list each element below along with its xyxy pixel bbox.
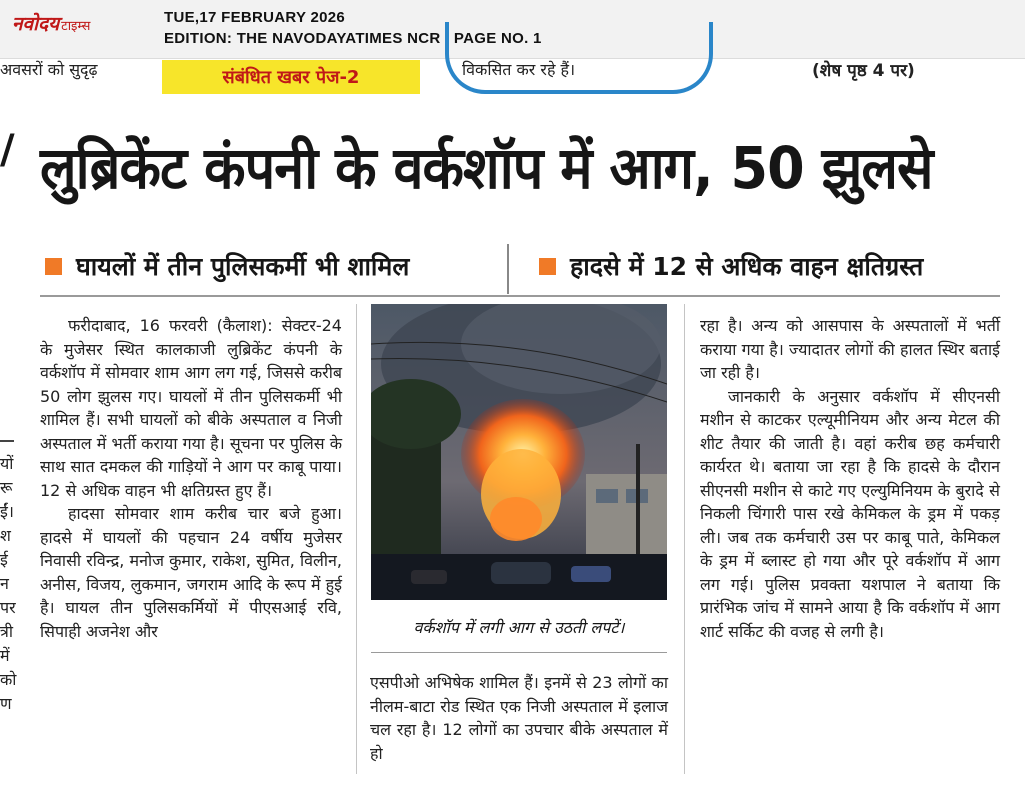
left-edge-dash [0,440,14,442]
subhead-1-text: घायलों में तीन पुलिसकर्मी भी शामिल [76,252,410,281]
fragment: ण [0,694,12,713]
fragment: में [0,646,10,665]
column-separator [684,304,685,774]
fragment: त्री [0,622,13,641]
logo-sub-text: टाइम्स [61,19,91,34]
subhead-1 [45,246,409,286]
fragment: पर [0,598,16,617]
column-separator [356,304,357,774]
photo-caption: वर्कशॉप में लगी आग से उठती लपटें। [413,618,625,637]
caption-rule [371,652,667,653]
subhead-divider [507,244,509,294]
article-column-2 [370,671,668,765]
issue-date: TUE,17 FEBRUARY 2026 [164,9,346,26]
fragment: को [0,670,17,689]
subhead-2-text: हादसे में 12 से अधिक वाहन क्षतिग्रस्त [570,252,924,281]
paragraph: हादसा सोमवार शाम करीब चार बजे हुआ। हादसे में घायलों की पहचान 24 वर्षीय मुजेसर निवासी रविन्द्र, मनोज कुमार, राकेश, सुमित, विलीन, अनीस, विजय, लुकमान, जगराम आदि के रूप में हुई है। घायल तीन पुलिसकर्मियों में पीएसआई रवि, सिपाही अजनेश और [40,504,342,641]
box-text-fragment: विकसित कर रहे हैं। [462,60,576,79]
headline-rule [40,295,1000,297]
paragraph: फरीदाबाद, 16 फरवरी (कैलाश): सेक्टर-24 के मुजेसर स्थित कालकाजी लुब्रिकेंट कंपनी के वर्कशॉप में सोमवार शाम आग लग गई, जिससे करीब 50 लोग झुलस गए। घायलों में तीन पुलिसकर्मी भी शामिल हैं। सभी घायलों को बीके अस्पताल व निजी अस्पताल में भर्ती कराया गया है। सूचना पर पुलिस के साथ सात दमकल की गाड़ियों ने आग पर काबू पाया। 12 से अधिक वाहन भी क्षतिग्रस्त हुए हैं। [40,316,342,500]
continued-note: (शेष पृष्ठ 4 पर) [812,61,915,81]
related-news-box: संबंधित खबर पेज-2 [162,60,420,94]
edition-info: EDITION: THE NAVODAYATIMES NCR , PAGE NO. 1 [164,30,542,47]
fire-photo[interactable] [371,304,667,600]
newspaper-logo[interactable] [12,10,90,34]
left-edge-mark: / [0,127,15,173]
subhead-2 [539,246,923,286]
fire-photo-illustration [371,304,667,600]
bullet-square-icon [45,258,62,275]
fragment: ईं। [0,502,14,521]
fragment: रू [0,478,13,497]
fragment: न [0,574,9,593]
paragraph: जानकारी के अनुसार वर्कशॉप में सीएनसी मशीन से काटकर एल्यूमीनियम और अन्य मेटल की शीट तैयार की जाती है। वहां करीब छह कर्मचारी कार्यरत थे। बताया जा रहा है कि हादसे के दौरान सीएनसी मशीन से काटे गए एल्युमिनियम के बुरादे से निकली चिंगारी पास रखे केमिकल के ड्रम में पकड़ ली। जब तक कर्मचारी उस पर काबू पाते, केमिकल के ड्रम में ब्लास्ट हो गया और पूरे वर्कशॉप में आग लग गई। पुलिस प्रवक्ता यशपाल ने बताया कि प्रारंभिक जांच में सामने आया है कि वर्कशॉप में आग शार्ट सर्किट की वजह से लगी है। [700,386,1000,641]
paragraph: एसपीओ अभिषेक शामिल हैं। इनमें से 23 लोगों का नीलम-बाटा रोड स्थित एक निजी अस्पताल में इलाज चल रहा है। 12 लोगों का उपचार बीके अस्पताल में हो [370,673,668,763]
fragment: यों [0,454,14,473]
fragment: ई [0,550,8,569]
article-column-1 [40,314,342,643]
paragraph: रहा है। अन्य को आसपास के अस्पतालों में भर्ती कराया गया है। ज्यादातर लोगों की हालत स्थिर बताई जा रही है। [700,316,1000,382]
headline: लुब्रिकेंट कंपनी के वर्कशॉप में आग, 50 झुलसे [40,134,933,202]
fragment: श [0,526,11,545]
article-column-3 [700,314,1000,643]
previous-article-fragment: अवसरों को सुदृढ़ [0,60,98,79]
bullet-square-icon [539,258,556,275]
left-column-fragments [0,452,18,716]
logo-main-text: नवोदय [12,13,60,35]
